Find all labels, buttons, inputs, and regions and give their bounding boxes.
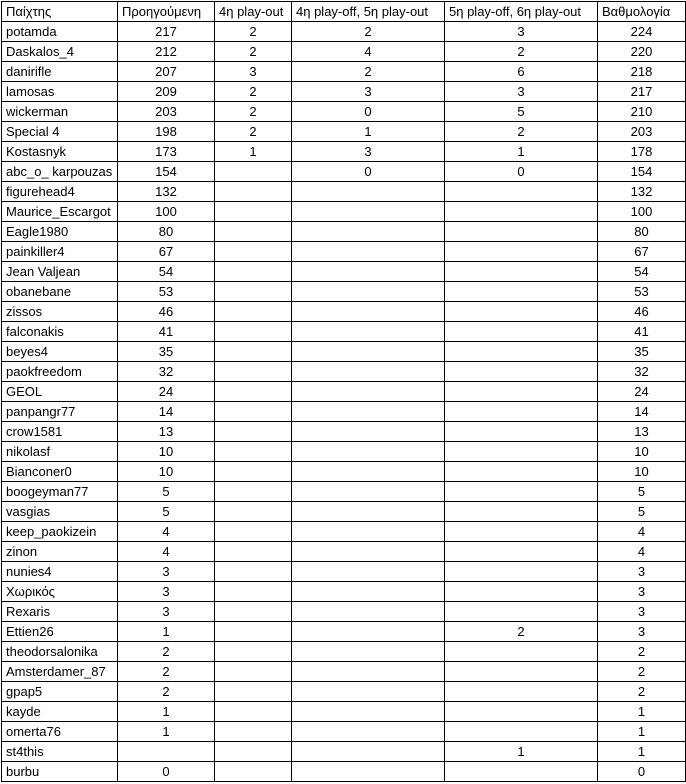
cell-total: 203 xyxy=(598,122,686,142)
header-playoff-4-playout-5: 4η play-off, 5η play-out xyxy=(292,2,445,22)
cell-total: 3 xyxy=(598,562,686,582)
cell-player: wickerman xyxy=(2,102,118,122)
cell-total: 14 xyxy=(598,402,686,422)
cell-playoff-4-playout-5 xyxy=(292,442,445,462)
cell-playoff-4-playout-5 xyxy=(292,362,445,382)
cell-playoff-5-playout-6: 5 xyxy=(445,102,598,122)
cell-player: nunies4 xyxy=(2,562,118,582)
cell-player: Rexaris xyxy=(2,602,118,622)
cell-playoff-5-playout-6 xyxy=(445,462,598,482)
cell-previous: 54 xyxy=(118,262,215,282)
cell-playoff-4-playout-5: 3 xyxy=(292,142,445,162)
cell-playoff-5-playout-6 xyxy=(445,402,598,422)
cell-playout-4 xyxy=(215,382,292,402)
cell-previous: 203 xyxy=(118,102,215,122)
cell-playoff-5-playout-6 xyxy=(445,502,598,522)
cell-total: 217 xyxy=(598,82,686,102)
cell-playout-4 xyxy=(215,702,292,722)
cell-playout-4 xyxy=(215,302,292,322)
table-row xyxy=(2,562,686,582)
cell-playoff-4-playout-5 xyxy=(292,542,445,562)
cell-player: obanebane xyxy=(2,282,118,302)
cell-playoff-4-playout-5 xyxy=(292,562,445,582)
cell-playoff-5-playout-6 xyxy=(445,202,598,222)
cell-total: 224 xyxy=(598,22,686,42)
cell-playoff-4-playout-5 xyxy=(292,722,445,742)
cell-previous: 46 xyxy=(118,302,215,322)
cell-playout-4 xyxy=(215,562,292,582)
cell-playoff-4-playout-5 xyxy=(292,662,445,682)
cell-playoff-4-playout-5 xyxy=(292,482,445,502)
cell-total: 218 xyxy=(598,62,686,82)
cell-playoff-5-playout-6 xyxy=(445,222,598,242)
cell-previous: 3 xyxy=(118,602,215,622)
table-row xyxy=(2,662,686,682)
cell-playoff-5-playout-6 xyxy=(445,542,598,562)
cell-total: 0 xyxy=(598,762,686,782)
cell-total: 4 xyxy=(598,522,686,542)
table-row xyxy=(2,622,686,642)
cell-playoff-4-playout-5 xyxy=(292,222,445,242)
table-row xyxy=(2,122,686,142)
cell-playoff-5-playout-6 xyxy=(445,282,598,302)
cell-playout-4 xyxy=(215,242,292,262)
cell-previous: 2 xyxy=(118,682,215,702)
cell-previous: 53 xyxy=(118,282,215,302)
cell-playoff-5-playout-6 xyxy=(445,422,598,442)
cell-playout-4: 2 xyxy=(215,122,292,142)
cell-player: nikolasf xyxy=(2,442,118,462)
cell-total: 154 xyxy=(598,162,686,182)
table-row xyxy=(2,82,686,102)
cell-total: 4 xyxy=(598,542,686,562)
cell-total: 2 xyxy=(598,682,686,702)
cell-player: Bianconer0 xyxy=(2,462,118,482)
cell-player: falconakis xyxy=(2,322,118,342)
cell-playoff-4-playout-5 xyxy=(292,702,445,722)
cell-playoff-4-playout-5 xyxy=(292,582,445,602)
table-row xyxy=(2,542,686,562)
table-row xyxy=(2,742,686,762)
cell-previous: 14 xyxy=(118,402,215,422)
cell-player: zissos xyxy=(2,302,118,322)
cell-playoff-4-playout-5 xyxy=(292,402,445,422)
cell-playoff-4-playout-5 xyxy=(292,642,445,662)
cell-playout-4: 2 xyxy=(215,22,292,42)
cell-player: GEOL xyxy=(2,382,118,402)
cell-total: 3 xyxy=(598,622,686,642)
cell-player: crow1581 xyxy=(2,422,118,442)
cell-playoff-4-playout-5 xyxy=(292,322,445,342)
cell-previous: 132 xyxy=(118,182,215,202)
cell-player: zinon xyxy=(2,542,118,562)
cell-previous: 41 xyxy=(118,322,215,342)
cell-player: omerta76 xyxy=(2,722,118,742)
cell-player: boogeyman77 xyxy=(2,482,118,502)
cell-playoff-4-playout-5 xyxy=(292,382,445,402)
cell-previous: 209 xyxy=(118,82,215,102)
cell-player: Eagle1980 xyxy=(2,222,118,242)
cell-previous: 212 xyxy=(118,42,215,62)
cell-total: 5 xyxy=(598,482,686,502)
cell-previous: 32 xyxy=(118,362,215,382)
cell-playoff-4-playout-5 xyxy=(292,762,445,782)
cell-playoff-5-playout-6 xyxy=(445,182,598,202)
cell-player: danirifle xyxy=(2,62,118,82)
cell-playout-4 xyxy=(215,182,292,202)
cell-player: panpangr77 xyxy=(2,402,118,422)
table-row xyxy=(2,302,686,322)
cell-player: Special 4 xyxy=(2,122,118,142)
cell-previous: 80 xyxy=(118,222,215,242)
cell-player: keep_paokizein xyxy=(2,522,118,542)
table-row xyxy=(2,462,686,482)
table-row xyxy=(2,242,686,262)
cell-playout-4: 1 xyxy=(215,142,292,162)
header-row xyxy=(2,2,686,22)
cell-player: Daskalos_4 xyxy=(2,42,118,62)
cell-previous: 67 xyxy=(118,242,215,262)
table-row xyxy=(2,642,686,662)
cell-playoff-5-playout-6 xyxy=(445,602,598,622)
cell-previous: 10 xyxy=(118,442,215,462)
cell-playoff-5-playout-6: 2 xyxy=(445,622,598,642)
cell-playout-4 xyxy=(215,262,292,282)
cell-total: 1 xyxy=(598,722,686,742)
cell-playoff-5-playout-6: 2 xyxy=(445,122,598,142)
cell-player: abc_o_ karpouzas xyxy=(2,162,118,182)
cell-playoff-4-playout-5: 2 xyxy=(292,22,445,42)
cell-playoff-5-playout-6 xyxy=(445,302,598,322)
table-row xyxy=(2,142,686,162)
cell-playout-4 xyxy=(215,622,292,642)
cell-previous: 35 xyxy=(118,342,215,362)
cell-playoff-4-playout-5 xyxy=(292,422,445,442)
cell-playout-4 xyxy=(215,322,292,342)
cell-total: 53 xyxy=(598,282,686,302)
cell-playout-4: 2 xyxy=(215,42,292,62)
cell-playoff-5-playout-6: 2 xyxy=(445,42,598,62)
cell-total: 41 xyxy=(598,322,686,342)
cell-previous: 173 xyxy=(118,142,215,162)
cell-previous: 198 xyxy=(118,122,215,142)
table-row xyxy=(2,342,686,362)
cell-previous: 1 xyxy=(118,622,215,642)
cell-total: 100 xyxy=(598,202,686,222)
cell-player: figurehead4 xyxy=(2,182,118,202)
cell-previous: 13 xyxy=(118,422,215,442)
cell-total: 3 xyxy=(598,582,686,602)
cell-total: 210 xyxy=(598,102,686,122)
cell-player: Kostasnyk xyxy=(2,142,118,162)
table-row xyxy=(2,42,686,62)
cell-playoff-4-playout-5 xyxy=(292,242,445,262)
cell-playout-4 xyxy=(215,282,292,302)
header-player: Παίχτης xyxy=(2,2,118,22)
cell-player: vasgias xyxy=(2,502,118,522)
table-row xyxy=(2,522,686,542)
header-playout-4: 4η play-out xyxy=(215,2,292,22)
cell-playout-4 xyxy=(215,222,292,242)
cell-total: 10 xyxy=(598,442,686,462)
cell-total: 5 xyxy=(598,502,686,522)
cell-previous: 4 xyxy=(118,522,215,542)
cell-playout-4 xyxy=(215,722,292,742)
cell-previous: 2 xyxy=(118,662,215,682)
cell-total: 2 xyxy=(598,662,686,682)
cell-playout-4 xyxy=(215,162,292,182)
cell-total: 67 xyxy=(598,242,686,262)
cell-playout-4 xyxy=(215,642,292,662)
cell-playout-4: 3 xyxy=(215,62,292,82)
table-row xyxy=(2,282,686,302)
cell-player: burbu xyxy=(2,762,118,782)
cell-playoff-5-playout-6: 6 xyxy=(445,62,598,82)
cell-total: 13 xyxy=(598,422,686,442)
cell-playoff-5-playout-6 xyxy=(445,702,598,722)
cell-playoff-4-playout-5: 4 xyxy=(292,42,445,62)
cell-playout-4 xyxy=(215,602,292,622)
table-row xyxy=(2,502,686,522)
cell-total: 10 xyxy=(598,462,686,482)
cell-previous: 1 xyxy=(118,722,215,742)
cell-total: 35 xyxy=(598,342,686,362)
table-header xyxy=(2,2,686,22)
cell-previous: 0 xyxy=(118,762,215,782)
cell-playoff-5-playout-6 xyxy=(445,662,598,682)
cell-playoff-5-playout-6 xyxy=(445,242,598,262)
cell-playoff-4-playout-5 xyxy=(292,462,445,482)
cell-playoff-4-playout-5: 0 xyxy=(292,162,445,182)
header-playoff-5-playout-6: 5η play-off, 6η play-out xyxy=(445,2,598,22)
cell-playoff-5-playout-6 xyxy=(445,762,598,782)
cell-playout-4 xyxy=(215,462,292,482)
cell-playoff-5-playout-6 xyxy=(445,482,598,502)
cell-playoff-5-playout-6 xyxy=(445,682,598,702)
cell-playoff-4-playout-5 xyxy=(292,262,445,282)
table-row xyxy=(2,382,686,402)
cell-playout-4 xyxy=(215,682,292,702)
cell-player: potamda xyxy=(2,22,118,42)
table-row xyxy=(2,262,686,282)
cell-previous: 217 xyxy=(118,22,215,42)
table-row xyxy=(2,362,686,382)
cell-player: beyes4 xyxy=(2,342,118,362)
cell-playoff-4-playout-5 xyxy=(292,202,445,222)
cell-playout-4 xyxy=(215,522,292,542)
table-row xyxy=(2,202,686,222)
cell-total: 132 xyxy=(598,182,686,202)
cell-previous: 100 xyxy=(118,202,215,222)
cell-playoff-5-playout-6: 0 xyxy=(445,162,598,182)
cell-playout-4 xyxy=(215,422,292,442)
cell-total: 178 xyxy=(598,142,686,162)
cell-total: 46 xyxy=(598,302,686,322)
table-row xyxy=(2,62,686,82)
header-previous: Προηγούμενη xyxy=(118,2,215,22)
cell-playoff-5-playout-6 xyxy=(445,362,598,382)
cell-playoff-5-playout-6: 3 xyxy=(445,82,598,102)
cell-previous: 5 xyxy=(118,482,215,502)
table-row xyxy=(2,322,686,342)
cell-player: Ettien26 xyxy=(2,622,118,642)
cell-playoff-4-playout-5 xyxy=(292,282,445,302)
table-row xyxy=(2,442,686,462)
cell-playoff-4-playout-5 xyxy=(292,682,445,702)
cell-playout-4 xyxy=(215,502,292,522)
table-body xyxy=(2,22,686,782)
cell-playout-4 xyxy=(215,762,292,782)
cell-playoff-5-playout-6 xyxy=(445,522,598,542)
cell-player: kayde xyxy=(2,702,118,722)
cell-total: 32 xyxy=(598,362,686,382)
table-row xyxy=(2,602,686,622)
cell-playoff-5-playout-6: 1 xyxy=(445,142,598,162)
cell-player: gpap5 xyxy=(2,682,118,702)
cell-playoff-4-playout-5 xyxy=(292,522,445,542)
cell-player: Amsterdamer_87 xyxy=(2,662,118,682)
cell-playout-4 xyxy=(215,482,292,502)
cell-playoff-4-playout-5 xyxy=(292,302,445,322)
cell-total: 1 xyxy=(598,742,686,762)
cell-previous: 154 xyxy=(118,162,215,182)
cell-total: 54 xyxy=(598,262,686,282)
cell-playout-4 xyxy=(215,362,292,382)
cell-playoff-4-playout-5: 2 xyxy=(292,62,445,82)
standings-table xyxy=(1,1,686,782)
cell-playoff-4-playout-5: 1 xyxy=(292,122,445,142)
cell-total: 24 xyxy=(598,382,686,402)
cell-playoff-5-playout-6: 3 xyxy=(445,22,598,42)
cell-player: Maurice_Escargot xyxy=(2,202,118,222)
cell-playoff-5-playout-6 xyxy=(445,342,598,362)
cell-playoff-5-playout-6 xyxy=(445,262,598,282)
cell-playout-4 xyxy=(215,202,292,222)
cell-player: Jean Valjean xyxy=(2,262,118,282)
cell-playoff-4-playout-5 xyxy=(292,182,445,202)
table-row xyxy=(2,22,686,42)
cell-playout-4: 2 xyxy=(215,102,292,122)
cell-previous: 1 xyxy=(118,702,215,722)
table-row xyxy=(2,162,686,182)
cell-playoff-5-playout-6 xyxy=(445,442,598,462)
cell-total: 1 xyxy=(598,702,686,722)
cell-playoff-5-playout-6 xyxy=(445,642,598,662)
cell-previous: 3 xyxy=(118,582,215,602)
table-row xyxy=(2,482,686,502)
cell-previous: 4 xyxy=(118,542,215,562)
cell-playoff-4-playout-5: 0 xyxy=(292,102,445,122)
table-row xyxy=(2,682,686,702)
cell-total: 220 xyxy=(598,42,686,62)
cell-playout-4 xyxy=(215,582,292,602)
cell-playout-4 xyxy=(215,402,292,422)
cell-playout-4 xyxy=(215,442,292,462)
cell-previous: 3 xyxy=(118,562,215,582)
cell-playoff-4-playout-5 xyxy=(292,342,445,362)
cell-player: st4this xyxy=(2,742,118,762)
cell-playoff-4-playout-5 xyxy=(292,602,445,622)
cell-total: 80 xyxy=(598,222,686,242)
cell-playoff-5-playout-6 xyxy=(445,582,598,602)
cell-playoff-4-playout-5: 3 xyxy=(292,82,445,102)
table-row xyxy=(2,182,686,202)
cell-total: 2 xyxy=(598,642,686,662)
cell-playout-4 xyxy=(215,742,292,762)
cell-previous: 24 xyxy=(118,382,215,402)
cell-playout-4 xyxy=(215,542,292,562)
cell-playoff-4-playout-5 xyxy=(292,742,445,762)
table-row xyxy=(2,722,686,742)
cell-playout-4: 2 xyxy=(215,82,292,102)
cell-previous: 10 xyxy=(118,462,215,482)
cell-playoff-5-playout-6 xyxy=(445,562,598,582)
table-row xyxy=(2,222,686,242)
cell-playout-4 xyxy=(215,662,292,682)
cell-playoff-5-playout-6 xyxy=(445,322,598,342)
table-row xyxy=(2,102,686,122)
cell-previous xyxy=(118,742,215,762)
cell-total: 3 xyxy=(598,602,686,622)
table-row xyxy=(2,582,686,602)
table-row xyxy=(2,702,686,722)
cell-playoff-4-playout-5 xyxy=(292,502,445,522)
cell-previous: 2 xyxy=(118,642,215,662)
cell-player: Χωρικός xyxy=(2,582,118,602)
cell-player: painkiller4 xyxy=(2,242,118,262)
cell-playoff-5-playout-6: 1 xyxy=(445,742,598,762)
cell-player: lamosas xyxy=(2,82,118,102)
table-row xyxy=(2,402,686,422)
cell-playoff-4-playout-5 xyxy=(292,622,445,642)
cell-previous: 207 xyxy=(118,62,215,82)
table-row xyxy=(2,422,686,442)
cell-player: paokfreedom xyxy=(2,362,118,382)
cell-playoff-5-playout-6 xyxy=(445,382,598,402)
cell-playoff-5-playout-6 xyxy=(445,722,598,742)
cell-player: theodorsalonika xyxy=(2,642,118,662)
header-total: Βαθμολογία xyxy=(598,2,686,22)
table-row xyxy=(2,762,686,782)
cell-playout-4 xyxy=(215,342,292,362)
cell-previous: 5 xyxy=(118,502,215,522)
